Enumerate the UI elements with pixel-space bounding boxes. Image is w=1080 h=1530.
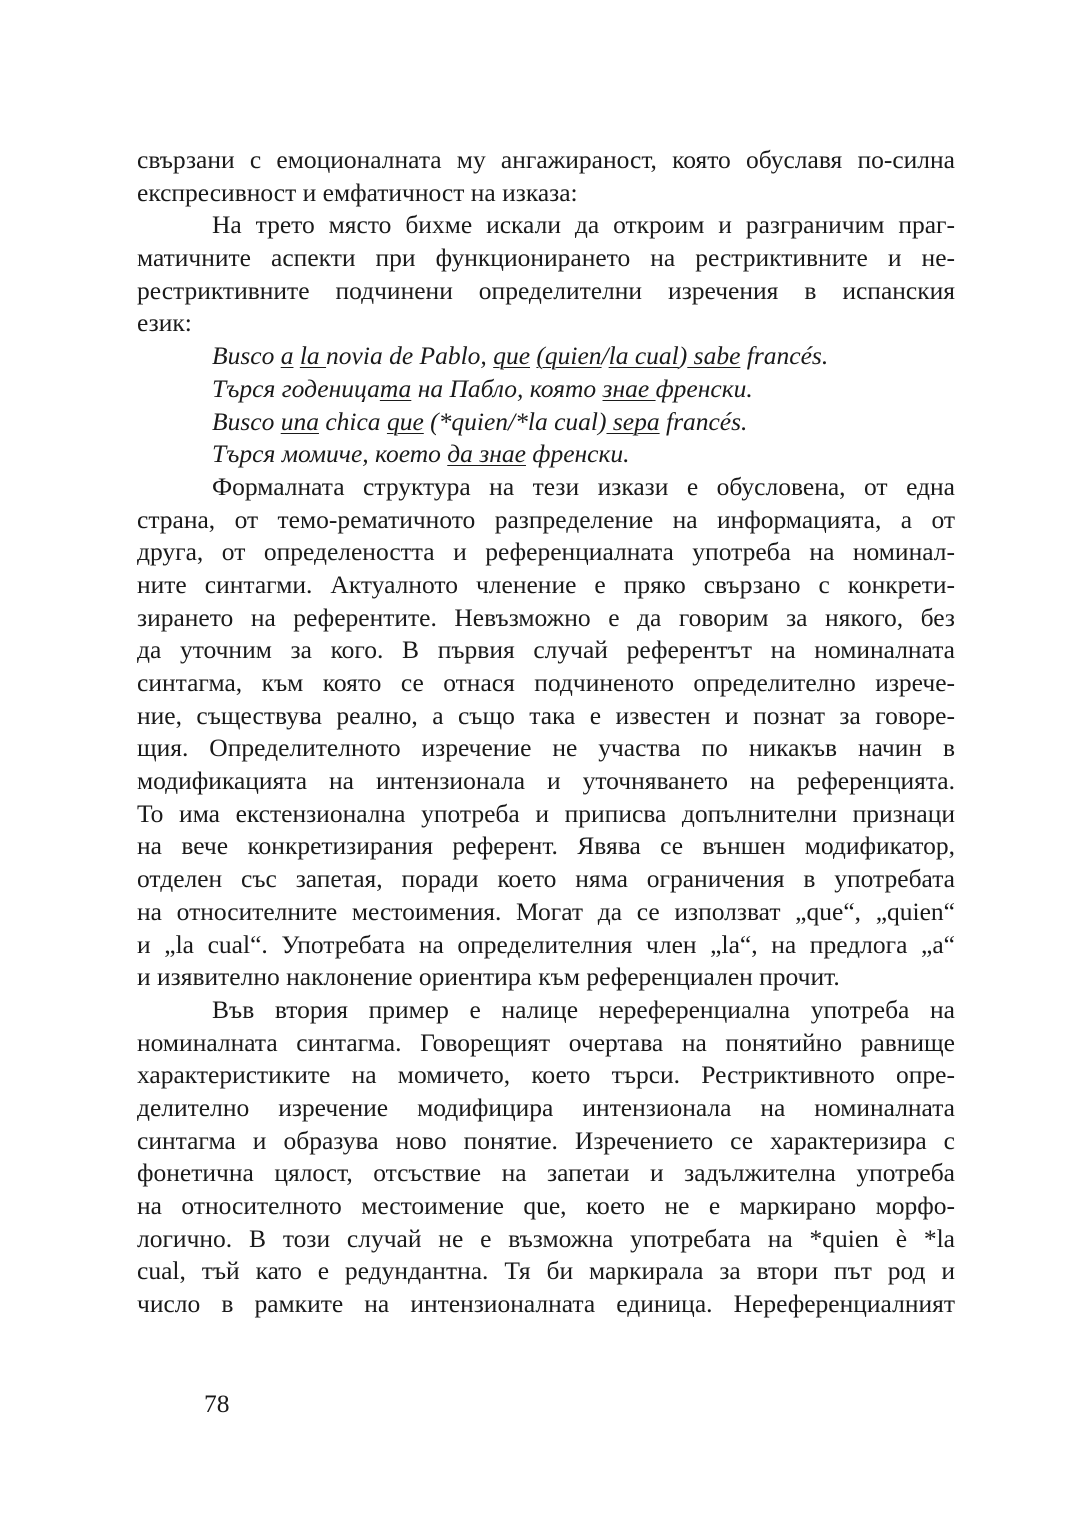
text-line: друга, от определеността и референциалната употреба на номинал- xyxy=(137,537,955,567)
text-line: зирането на референтите. Невъзможно е да говорим за някого, без xyxy=(137,602,955,632)
text-line: синтагма, към която се отнася подчиненото определително изрече- xyxy=(137,668,955,697)
text-line: фонетична цялост, отсъствие на запетаи и задължителна употреба xyxy=(137,1158,955,1188)
text-line: щия. Определителното изречение не участва по никакъв начин в xyxy=(137,733,955,763)
text-line: език: xyxy=(137,308,192,338)
example-bulgarian-1: Търся годеницата на Пабло, която знае френски. xyxy=(212,373,753,403)
text-line: логично. В този случай не е възможна употребата на *quien è *la xyxy=(137,1223,955,1253)
example-spanish-1: Busco a la novia de Pablo, que (quien/la cual) sabe francés. xyxy=(212,341,829,371)
text-line: матичните аспекти при функционирането на рестриктивните и не- xyxy=(137,243,955,273)
example-bulgarian-2: Търся момиче, което да знае френски. xyxy=(212,439,630,469)
text-line: и изявително наклонение ориентира към референциален прочит. xyxy=(137,962,840,992)
text-line: ните синтагми. Актуалното членение е пряко свързано с конкрети- xyxy=(137,569,955,599)
text-line: на вече конкретизирания референт. Явява се външен модификатор, xyxy=(137,831,955,861)
text-line: число в рамките на интензионалната единица. Нереференциалният xyxy=(137,1289,955,1319)
paragraph-start-line: На трето място бихме искали да откроим и разграничим праг- xyxy=(212,210,955,240)
text-line: експресивност и емфатичност на изказа: xyxy=(137,177,578,207)
text-line: рестриктивните подчинени определителни изречения в испанския xyxy=(137,275,955,305)
body-text xyxy=(137,144,955,1321)
text-line: модификацията на интензионала и уточняването на референцията. xyxy=(137,766,955,796)
paragraph-start-line: Формалната структура на тези изкази е обусловена, от една xyxy=(212,471,955,501)
text-line: То има екстензионална употреба и приписва допълнителни признаци xyxy=(137,798,955,828)
text-line: на относителните местоимения. Могат да се използват „que“, „quien“ xyxy=(137,896,955,926)
text-line: cual, тъй като е редундантна. Тя би маркирала за втори път род и xyxy=(137,1256,955,1286)
page-number: 78 xyxy=(204,1389,230,1418)
example-spanish-2: Busco una chica que (*quien/*la cual) sepa francés. xyxy=(212,406,748,436)
text-line: номиналната синтагма. Говорещият очертава на понятийно равнище xyxy=(137,1027,955,1057)
text-line: ние, съществува реално, а също така е известен и познат за говоре- xyxy=(137,700,955,730)
text-line: и „la cual“. Употребата на определителния член „la“, на предлога „a“ xyxy=(137,929,955,959)
text-line: страна, от темо-рематичното разпределение на информацията, а от xyxy=(137,504,955,534)
text-line: да уточним за кого. В първия случай референтът на номиналната xyxy=(137,635,955,665)
text-line: отделен със запетая, поради което няма ограничения в употребата xyxy=(137,864,955,894)
text-line: свързани с емоционалната му ангажираност, която обуславя по-силна xyxy=(137,145,955,174)
text-line: синтагма и образува ново понятие. Изречението се характеризира с xyxy=(137,1125,955,1155)
text-line: характеристиките на момичето, което търси. Рестриктивното опре- xyxy=(137,1060,955,1090)
paragraph-start-line: Във втория пример е налице нереференциална употреба на xyxy=(212,994,955,1024)
text-line: на относителното местоимение que, което не е маркирано морфо- xyxy=(137,1191,955,1220)
text-line: делително изречение модифицира интензионала на номиналната xyxy=(137,1092,955,1122)
